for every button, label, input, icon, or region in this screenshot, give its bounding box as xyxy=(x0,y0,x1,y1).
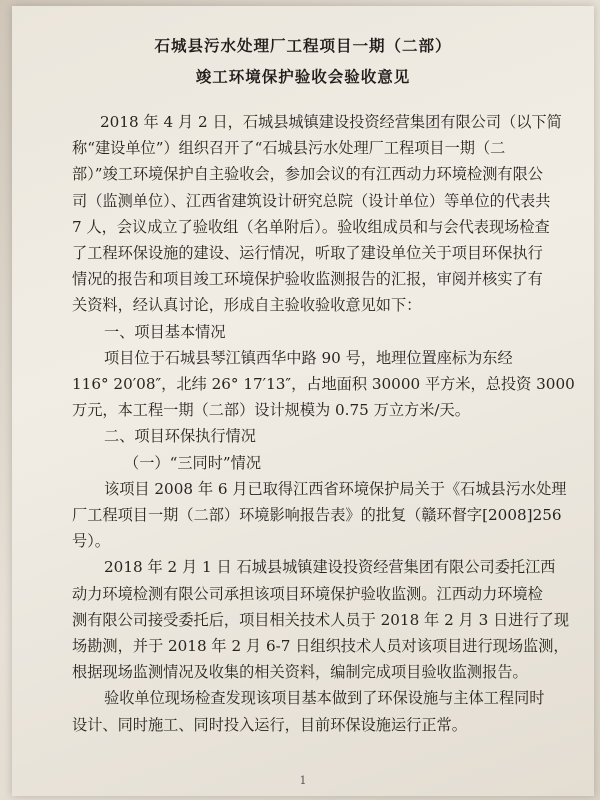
text-line: 动力环境检测有限公司承担该项目环境保护验收监测。江西动力环境检 xyxy=(72,584,543,603)
text-line: 设计、同时施工、同时投入运行，目前环保设施运行正常。 xyxy=(72,715,467,734)
text-line: 项目位于石城县琴江镇西华中路 90 号，地理位置座标为东经 xyxy=(104,348,513,367)
text-line: 根据现场监测情况及收集的相关资料，编制完成项目验收监测报告。 xyxy=(72,663,528,682)
text-line: 司（监测单位）、江西省建筑设计研究总院（设计单位）等单位的代表共 xyxy=(72,191,551,210)
text-line: 部）”竣工环境保护自主验收会，参加会议的有江西动力环境检测有限公 xyxy=(72,165,543,184)
text-line: 关资料，经认真讨论，形成自主验收验收意见如下： xyxy=(72,296,422,315)
section-heading: 一、项目基本情况 xyxy=(104,322,226,341)
text-line: 测有限公司接受委托后，项目相关技术人员于 2018 年 2 月 3 日进行了现 xyxy=(72,610,570,629)
text-line: 号）。 xyxy=(72,532,110,551)
text-line: 验收单位现场检查发现该项目基本做到了环保设施与主体工程同时 xyxy=(104,689,545,708)
subsection-heading: （一）“三同时”情况 xyxy=(124,453,262,472)
text-line: 7 人，会议成立了验收组（名单附后）。验收组成员和与会代表现场检查 xyxy=(72,217,550,236)
text-line: 厂工程项目一期（二部）环境影响报告表》的批复（赣环督字[2008]256 xyxy=(72,506,562,524)
document-title: 石城县污水处理厂工程项目一期（二部） xyxy=(154,36,452,55)
text-line: 2018 年 2 月 1 日 石城县城镇建设投资经营集团有限公司委托江西 xyxy=(104,558,556,577)
text-line: 2018 年 4 月 2 日，石城县城镇建设投资经营集团有限公司（以下简 xyxy=(100,113,562,131)
text-line: 情况的报告和项目竣工环境保护验收监测报告的汇报，审阅并核实了有 xyxy=(72,270,543,289)
text-line: 116° 20′08″，北纬 26° 17′13″，占地面积 30000 平方米，总投资 3000 xyxy=(72,375,575,393)
text-line: 称“建设单位”）组织召开了“石城县污水处理厂工程项目一期（二 xyxy=(72,139,506,158)
document-subtitle: 竣工环境保护验收会验收意见 xyxy=(195,67,411,86)
text-line: 万元，本工程一期（二部）设计规模为 0.75 万立方米/天。 xyxy=(72,401,470,420)
text-line: 该项目 2008 年 6 月已取得江西省环境保护局关于《石城县污水处理 xyxy=(104,479,567,498)
document-page xyxy=(12,6,594,796)
text-line: 了工程环保设施的建设、运行情况，听取了建设单位关于项目环保执行 xyxy=(72,244,543,262)
section-heading: 二、项目环保执行情况 xyxy=(104,427,256,446)
text-line: 场勘测，并于 2018 年 2 月 6-7 日组织技术人员对该项目进行现场监测， xyxy=(72,637,569,655)
page-number: 1 xyxy=(299,774,307,787)
